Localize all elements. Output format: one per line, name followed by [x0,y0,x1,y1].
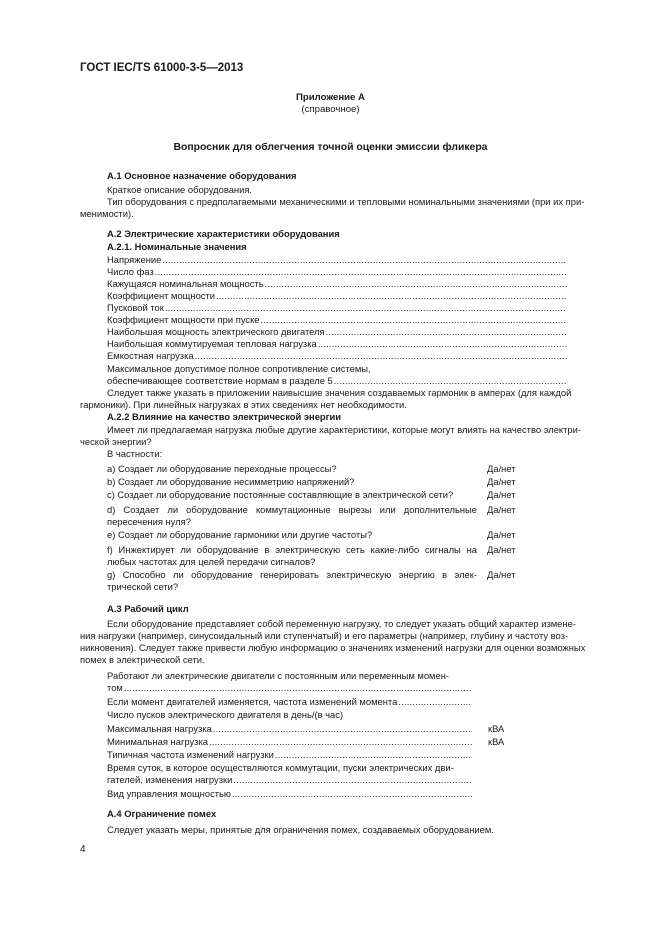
harmonics-line-1: Следует также указать в приложении наивысшие значения создаваемых гармоник в амперах (для каждой [107,387,572,398]
question-answer: Да/нет [487,463,516,474]
rated-label: Коэффициент мощности при пуске [107,314,260,325]
rated-row-apparent-power [107,278,567,290]
typical-frequency-row [107,749,472,761]
torque-change-row [107,696,472,708]
rated-row-voltage [107,254,567,266]
max-load-unit: кВА [488,723,505,734]
motors-row [107,682,472,694]
a22-paragraph-line-2: ческой энергии? [80,436,152,447]
rated-label: Число фаз [107,266,154,277]
harmonics-line-2: гармоники). При линейных нагрузках в этих сведениях нет необходимости. [80,399,407,410]
rated-row-starting-current [107,302,567,314]
min-load-row [107,736,472,748]
question-text: f) Инжектирует ли оборудование в электрическую сеть какие-либо сигналы на любых частотах для целей передачи сигналов? [107,544,477,567]
question-answer: Да/нет [487,504,516,515]
a3-paragraph-line-1: Если оборудование представляет собой переменную нагрузку, то следует указать общий характер измене- [107,618,576,629]
impedance-line-1: Максимальное допустимое полное сопротивление системы, [107,363,371,374]
page-number: 4 [80,844,86,855]
section-a21-heading: А.2.1. Номинальные значения [107,241,247,252]
motors-line-2: том [107,682,123,693]
standard-header: ГОСТ IEC/TS 61000-3-5—2013 [80,62,244,74]
question-text: b) Создает ли оборудование несимметрию напряжений? [107,476,355,487]
rated-label: Кажущаяся номинальная мощность [107,278,264,289]
max-load-label: Максимальная нагрузка [107,723,212,734]
question-answer: Да/нет [487,569,516,580]
question-text: a) Создает ли оборудование переходные процессы? [107,463,337,474]
rated-row-phases [107,266,567,278]
torque-change-label: Если момент двигателей изменяется, частота изменений момента [107,696,398,707]
rated-row-power-factor [107,290,567,302]
question-text: d) Создает ли оборудование коммутационные вырезы или дополнительные пересечения нуля? [107,504,477,527]
motor-starts-label: Число пусков электрического двигателя в день/(в час) [107,709,344,720]
section-a22-heading: А.2.2 Влияние на качество электрической энергии [107,411,342,422]
impedance-line-2: обеспечивающее соответствие нормам в разделе 5 [107,375,333,386]
question-text: g) Способно ли оборудование генерировать электрическую энергию в элек- трической сети? [107,569,477,592]
rated-label: Напряжение [107,254,162,265]
question-answer: Да/нет [487,544,516,555]
rated-row-thermal-load [107,338,567,350]
document-title: Вопросник для облегчения точной оценки эмиссии фликера [173,142,488,153]
question-text: e) Создает ли оборудование гармоники или другие частоты? [107,529,373,540]
section-a1-heading: А.1 Основное назначение оборудования [107,170,297,181]
rated-label: Коэффициент мощности [107,290,216,301]
switching-time-line-1: Время суток, в которое осуществляются коммутации, пуски электрических дви- [107,762,454,773]
section-a2-heading: А.2 Электрические характеристики оборудования [107,228,340,239]
question-text: c) Создает ли оборудование постоянные составляющие в электрической сети? [107,489,454,500]
a3-paragraph-line-2: ния нагрузки (например, синусоидальный или ступенчатый) и его параметры (например, глубину и частоту воз- [80,630,569,641]
rated-label: Емкостная нагрузка [107,350,194,361]
section-a3-heading: А.3 Рабочий цикл [107,603,189,614]
a1-paragraph-2-line-1: Тип оборудования с предполагаемыми механическими и тепловыми номинальными значениями (при их при- [107,196,585,207]
in-particular-label: В частности: [107,448,163,459]
rated-label: Наибольшая коммутируемая тепловая нагрузка [107,338,317,349]
question-answer: Да/нет [487,529,516,540]
switching-time-row [107,774,472,786]
question-answer: Да/нет [487,489,516,500]
a3-paragraph-line-3: никновения). Следует также привести любую информацию о значениях изменений нагрузки для оценки возможных [80,642,586,653]
power-control-label: Вид управления мощностью [107,788,231,799]
switching-time-line-2: гателей, изменения нагрузки [107,774,233,785]
max-load-row [107,723,472,735]
rated-label: Наибольшая мощность электрического двигателя [107,326,325,337]
min-load-unit: кВА [488,736,505,747]
impedance-row [107,375,567,387]
rated-row-capacitive-load [107,350,567,362]
a22-paragraph-line-1: Имеет ли предлагаемая нагрузка любые другие характеристики, которые могут влиять на качество электри- [107,424,581,435]
a3-paragraph-line-4: помех в электрической сети. [80,654,205,665]
typical-frequency-label: Типичная частота изменений нагрузки [107,749,274,760]
a4-paragraph: Следует указать меры, принятые для ограничения помех, создаваемых оборудованием. [107,824,494,835]
rated-row-start-power-factor [107,314,567,326]
min-load-label: Минимальная нагрузка [107,736,208,747]
rated-row-motor-power [107,326,567,338]
a1-paragraph-2-line-2: менимости). [80,208,134,219]
motors-line-1: Работают ли электрические двигатели с постоянным или переменным момен- [107,670,450,681]
appendix-title: Приложение А [296,92,365,103]
appendix-subtitle: (справочное) [301,104,360,115]
power-control-row [107,788,472,800]
a1-paragraph-1: Краткое описание оборудования. [107,184,253,195]
question-answer: Да/нет [487,476,516,487]
section-a4-heading: А.4 Ограничение помех [107,808,217,819]
rated-label: Пусковой ток [107,302,164,313]
